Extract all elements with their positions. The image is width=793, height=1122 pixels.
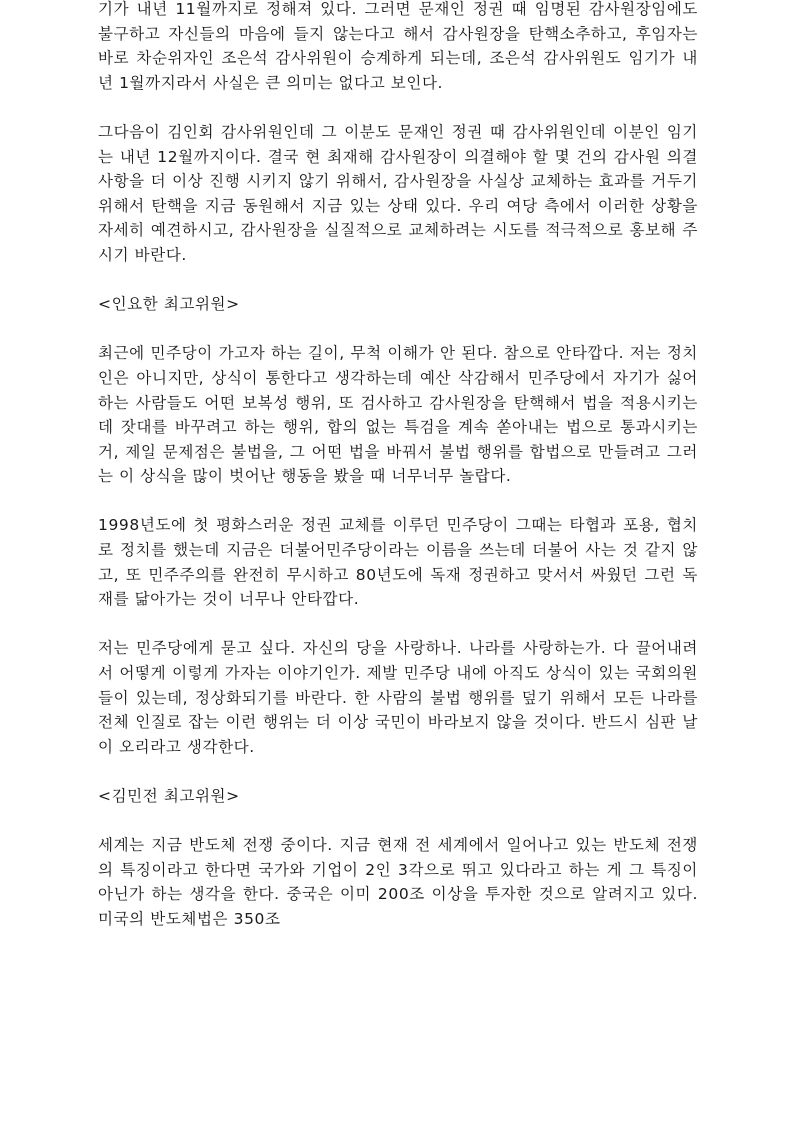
speaker-heading-kim-min-jeon: <김민전 최고위원>: [98, 787, 240, 805]
paragraph-6: 세계는 지금 반도체 전쟁 중이다. 지금 현재 전 세계에서 일어나고 있는 반도체 전쟁의 특징이라고 한다면 국가와 기업이 2인 3각으로 뛰고 있다라고 하는 게 그 특징이 아닌가 하는 생각을 한다. 중국은 이미 200조 이상을 투자한 것으로 알려지고 있다. 미국의 반도체법은 350조: [98, 836, 698, 928]
paragraph-5: 저는 민주당에게 묻고 싶다. 자신의 당을 사랑하나. 나라를 사랑하는가. 다 끌어내려서 어떻게 이렇게 가자는 이야기인가. 제발 민주당 내에 아직도 상식이 있는 국회의원들이 있는데, 정상화되기를 바란다. 한 사람의 불법 행위를 덮기 위해서 모든 나라를 전체 인질로 잡는 이런 행위는 더 이상 국민이 바라보지 않을 것이다. 반드시 심판 날이 오리라고 생각한다.: [98, 639, 698, 756]
paragraph-2: 그다음이 김인회 감사위원인데 그 이분도 문재인 정권 때 감사위원인데 이분인 임기는 내년 12월까지이다. 결국 현 최재해 감사원장이 의결해야 할 몇 건의 감사원 의결 사항을 더 이상 진행 시키지 않기 위해서, 감사원장을 사실상 교체하는 효과를 거두기 위해서 탄핵을 지금 동원해서 지금 있는 상태 있다. 우리 여당 측에서 이러한 상황을 자세히 예견하시고, 감사원장을 실질적으로 교체하려는 시도를 적극적으로 홍보해 주시기 바란다.: [98, 122, 698, 264]
speaker-heading-in-yo-han: <인요한 최고위원>: [98, 295, 240, 314]
paragraph-4: 1998년도에 첫 평화스러운 정권 교체를 이루던 민주당이 그때는 타협과 포용, 협치로 정치를 했는데 지금은 더불어민주당이라는 이름을 쓰는데 더불어 사는 것 같지 않고, 또 민주주의를 완전히 무시하고 80년도에 독재 정권하고 맞서서 싸웠던 그런 독재를 닮아가는 것이 너무나 안타깝다.: [98, 516, 698, 609]
paragraph-3: 최근에 민주당이 가고자 하는 길이, 무척 이해가 안 된다. 참으로 안타깝다. 저는 정치인은 아니지만, 상식이 통한다고 생각하는데 예산 삭감해서 민주당에서 자기가 싫어하는 사람들도 어떤 보복성 행위, 또 검사하고 감사원장을 탄핵해서 법을 적용시키는 데 잣대를 바꾸려고 하는 행위, 합의 없는 특검을 계속 쏟아내는 법으로 통과시키는 거, 제일 문제점은 불법을, 그 어떤 법을 바꿔서 불법 행위를 합법으로 만들려고 그러는 이 상식을 많이 벗어난 행동을 봤을 때 너무너무 놀랍다.: [98, 344, 698, 486]
document-page: [98, 0, 698, 956]
paragraph-1: 기가 내년 11월까지로 정해져 있다. 그러면 문재인 정권 때 임명된 감사원장임에도 불구하고 자신들의 마음에 들지 않는다고 해서 감사원장을 탄핵소추하고, 후임자는 바로 차순위자인 조은석 감사위원이 승계하게 되는데, 조은석 감사위원도 임기가 내년 1월까지라서 사실은 큰 의미는 없다고 보인다.: [98, 0, 698, 92]
